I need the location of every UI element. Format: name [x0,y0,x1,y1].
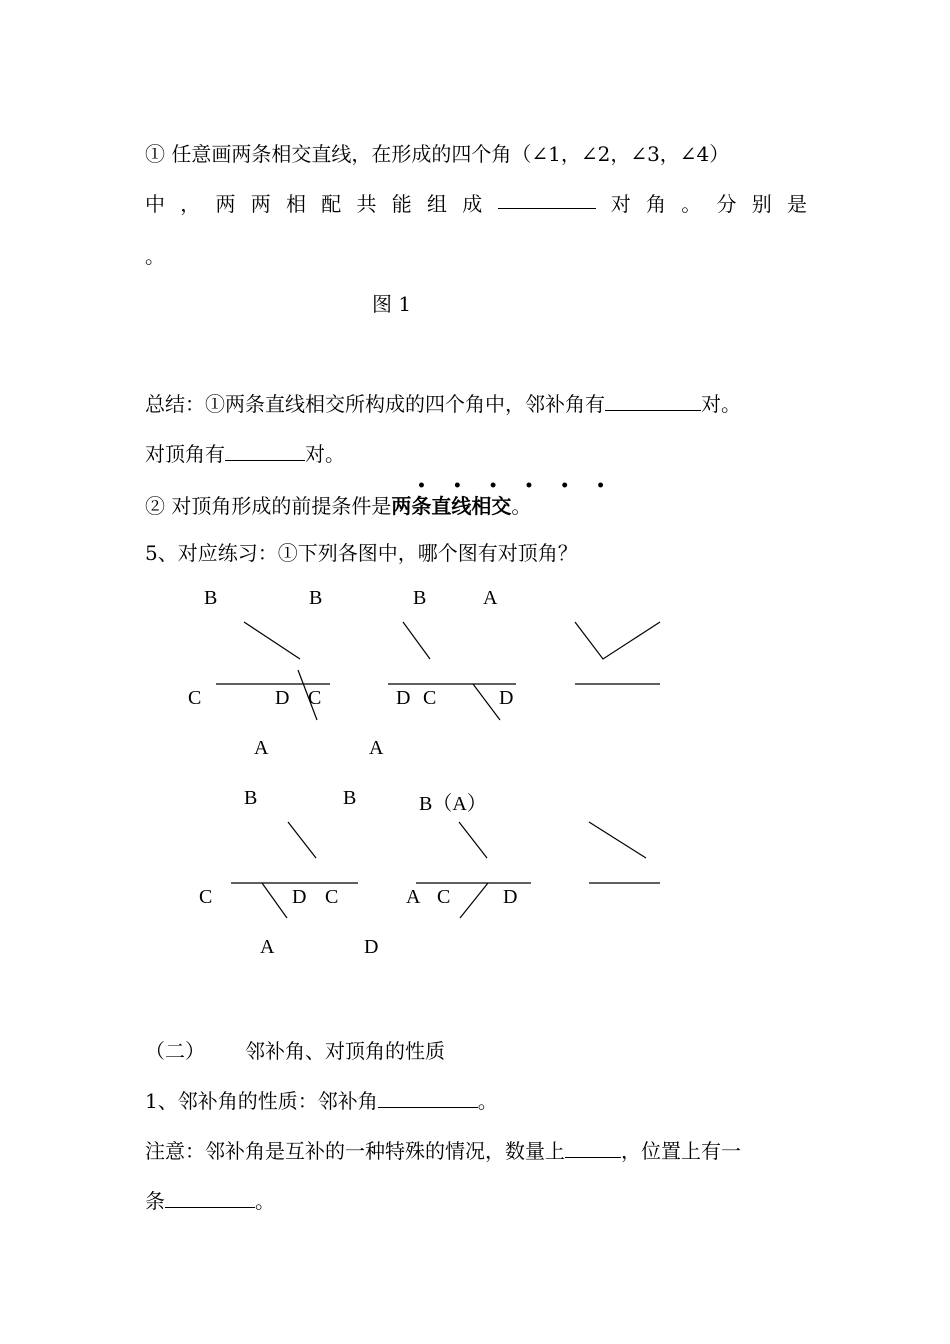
answer-blank[interactable] [165,1187,255,1208]
note-line1: 注意：邻补角是互补的一种特殊的情况，数量上 ，位置上有一 [145,1139,741,1163]
point-label: C [437,886,451,908]
figure-line [473,684,500,720]
point-label: C [308,687,322,709]
summary-line2: 对顶角有 对。 [145,442,345,466]
point-label: A [369,737,384,759]
figure-line [460,883,488,918]
answer-blank[interactable] [378,1087,478,1108]
point-label: A [254,737,269,759]
figure-caption: 图 1 [372,292,412,316]
point-label: B [413,587,427,609]
figure-line [459,822,487,858]
exercise-title: 5、对应练习：①下列各图中，哪个图有对顶角？ [145,541,578,565]
summary-line1: 总结：①两条直线相交所构成的四个角中，邻补角有 对。 [145,392,741,416]
point-label: D [275,687,290,709]
q1-line1: ① 任意画两条相交直线，在形成的四个角（∠1，∠2，∠3，∠4） [145,142,730,166]
q1-line2: 中 ， 两 两 相 配 共 能 组 成 对 角 。 分 别 是 [145,188,807,217]
point-label: A [260,936,275,958]
answer-blank[interactable] [565,1137,621,1158]
section-heading: （二） 邻补角、对顶角的性质 [145,1039,445,1063]
summary-line3: ② 对顶角形成的前提条件是两条直线相交。 [145,494,532,518]
point-label: B [244,787,258,809]
property-line: 1、邻补角的性质：邻补角 。 [145,1089,498,1113]
point-label: C [188,687,202,709]
note-line2: 条 。 [145,1189,275,1213]
emphasis-dots: • • • • • • [417,478,617,494]
figure-angle [575,622,660,659]
figure-line [589,822,646,858]
q1-line3: 。 [145,244,165,268]
figure-line [244,622,300,659]
point-label: B（A） [419,793,487,815]
point-label: C [325,886,339,908]
point-label: C [199,886,213,908]
figure-line [262,883,287,918]
emphasized-text: 两条直线相交 [391,494,512,518]
point-label: C [423,687,437,709]
point-label: D [499,687,514,709]
point-label: D [364,936,379,958]
point-label: D [396,687,411,709]
point-label: A [406,886,421,908]
point-label: B [204,587,218,609]
figure-line [403,622,430,659]
point-label: B [343,787,357,809]
point-label: D [292,886,307,908]
point-label: B [309,587,323,609]
point-label: D [503,886,518,908]
point-label: A [483,587,498,609]
figure-line [288,822,316,858]
